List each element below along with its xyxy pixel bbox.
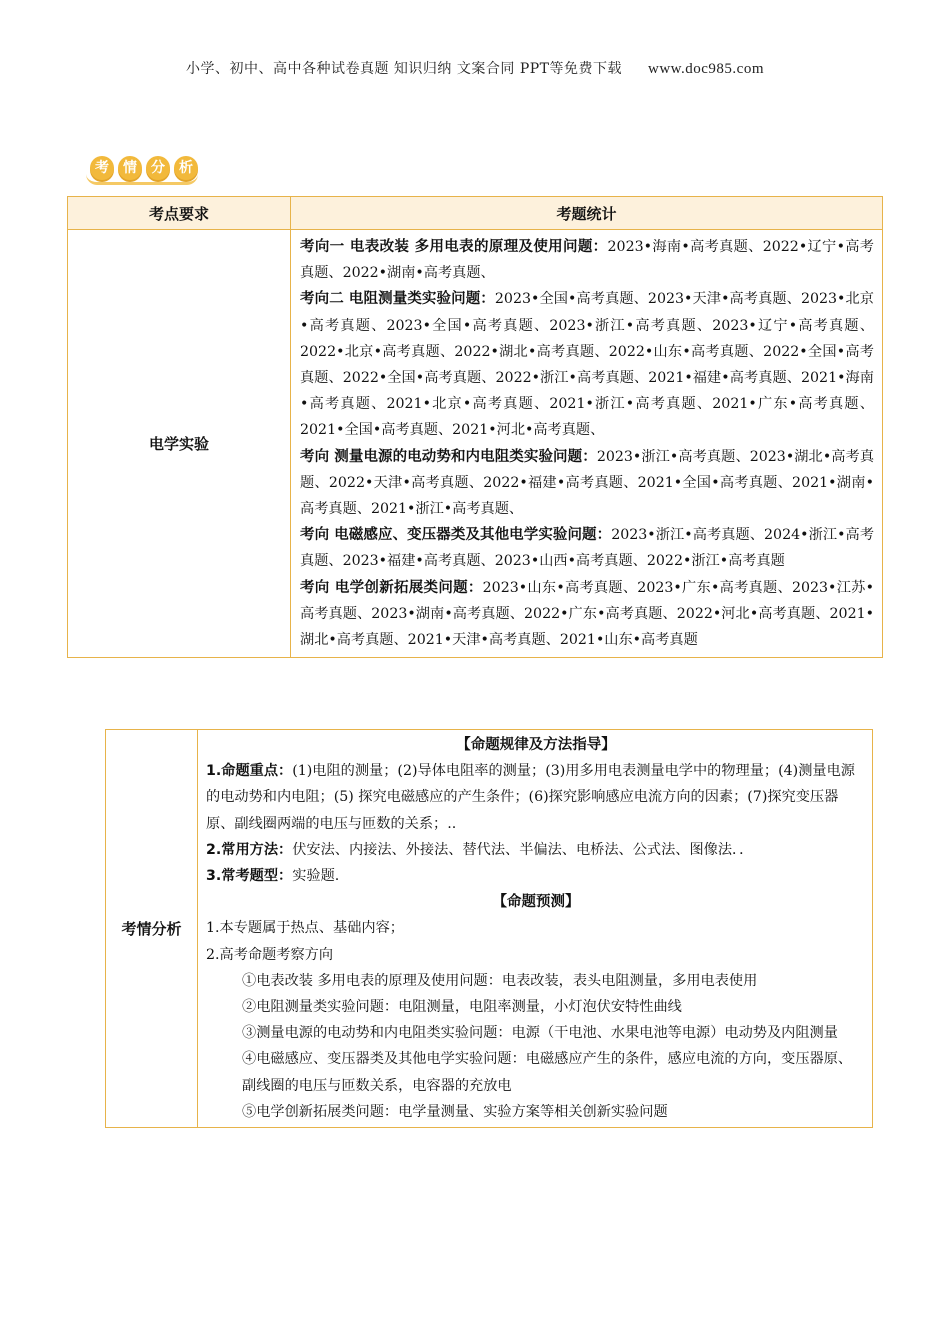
key-points-label: 1.命题重点： (206, 763, 293, 780)
question-type-paragraph (206, 863, 866, 889)
prediction-item: ⑤电学创新拓展类问题：电学量测量、实验方案等相关创新实验问题 (242, 1103, 668, 1120)
column-header-statistics: 考题统计 (291, 197, 883, 230)
methods-text: 伏安法、内接法、外接法、替代法、半偏法、电桥法、公式法、图像法．． (292, 841, 754, 858)
exam-statistics-table (67, 196, 883, 658)
direction-entry (300, 444, 874, 523)
page-header (0, 58, 950, 78)
header-text: 小学、初中、高中各种试卷真题 知识归纳 文案合同 PPT等免费下载 (185, 61, 622, 77)
badge-char: 考 (90, 156, 114, 180)
prediction-item-text: ③测量电源的电动势和内电阻类实验问题：电源（干电池、水果电池等电源）电动势及内阻测量 (242, 1025, 838, 1042)
direction-entry (300, 575, 874, 654)
direction-text: 2023•浙江•高考真题、2023•湖北•高考真题、2022•天津•高考真题、2022•福建•高考真题、2021•全国•高考真题、2021•湖南•高考真题、2021•浙江•高考真题、 (300, 448, 875, 518)
direction-label: 考向 电学创新拓展类问题： (300, 579, 483, 596)
prediction-item: ①电表改装 多用电表的原理及使用问题：电表改装，表头电阻测量，多用电表使用 (242, 972, 758, 989)
category-cell: 电学实验 (68, 230, 291, 658)
direction-entry (300, 286, 874, 443)
badge-char: 分 (146, 156, 170, 180)
direction-entry (300, 522, 874, 574)
direction-label: 考向 电磁感应、变压器类及其他电学实验问题： (300, 527, 612, 544)
analysis-table (105, 729, 873, 1128)
direction-text: 2023•海南•高考真题、2022•辽宁•高考真题、2022•湖南•高考真题、 (300, 239, 874, 282)
direction-text: 2023•浙江•高考真题、2024•浙江•高考真题、2023•福建•高考真题、2023•山西•高考真题、2022•浙江•高考真题 (300, 527, 875, 570)
analysis-content-cell (198, 730, 873, 1128)
prediction-line: 2.高考命题考察方向 (206, 946, 334, 963)
section-badge (86, 151, 206, 185)
section-title-prediction: 【命题预测】 (492, 894, 580, 911)
direction-entry (300, 234, 874, 286)
badge-char: 析 (174, 156, 198, 180)
table-row (68, 230, 883, 658)
section-title-guidance: 【命题规律及方法指导】 (456, 737, 616, 753)
direction-label: 考向一 电表改装 多用电表的原理及使用问题： (300, 239, 608, 255)
question-type-text: 实验题. (292, 868, 340, 885)
header-url[interactable]: www.doc985.com (648, 61, 765, 77)
direction-text: 2023•全国•高考真题、2023•天津•高考真题、2023•北京•高考真题、2023•全国•高考真题、2023•浙江•高考真题、2023•辽宁•高考真题、2022•北京•高考真题、2022•湖北•高考真题、2022•山东•高考真题、2022•全国•高考真题、2022•全国•高考真题、2022•浙江•高考真题、2021•福建•高考真题、2021•海南•高考真题、2021•北京•高考真题、2021•浙江•高考真题、2021•广东•高考真题、2021•全国•高考真题、2021•河北•高考真题、 (300, 291, 874, 439)
prediction-item (206, 1020, 866, 1046)
prediction-line: 1.本专题属于热点、基础内容； (206, 920, 404, 937)
direction-label: 考向二 电阻测量类实验问题： (300, 291, 495, 308)
methods-label: 2.常用方法： (206, 841, 293, 858)
question-type-label: 3.常考题型： (206, 868, 293, 885)
prediction-item: ②电阻测量类实验问题：电阻测量，电阻率测量，小灯泡伏安特性曲线 (242, 999, 682, 1016)
badge-underline-decoration (86, 174, 198, 185)
key-points-paragraph (206, 758, 866, 837)
direction-label: 考向 测量电源的电动势和内电阻类实验问题： (300, 448, 597, 465)
methods-paragraph (206, 837, 866, 863)
statistics-cell (291, 230, 883, 658)
key-points-text: (1)电阻的测量；(2)导体电阻率的测量；(3)用多用电表测量电学中的物理量；(4)测量电源的电动势和内电阻；(5) 探究电磁感应的产生条件；(6)探究影响感应电流方向的因素；(7)探究变压器原、副线圈两端的电压与匝数的关系；.. (206, 763, 855, 832)
prediction-item: ④电磁感应、变压器类及其他电学实验问题：电磁感应产生的条件，感应电流的方向，变压器原、副线圈的电压与匝数关系，电容器的充放电 (242, 1051, 853, 1094)
table-header-row (68, 197, 883, 230)
analysis-category-cell: 考情分析 (106, 730, 198, 1128)
table-row (106, 730, 873, 1128)
badge-char: 情 (118, 156, 142, 180)
direction-text: 2023•山东•高考真题、2023•广东•高考真题、2023•江苏•高考真题、2023•湖南•高考真题、2022•广东•高考真题、2022•河北•高考真题、2021•湖北•高考真题、2021•天津•高考真题、2021•山东•高考真题 (300, 579, 874, 649)
column-header-requirement: 考点要求 (68, 197, 291, 230)
